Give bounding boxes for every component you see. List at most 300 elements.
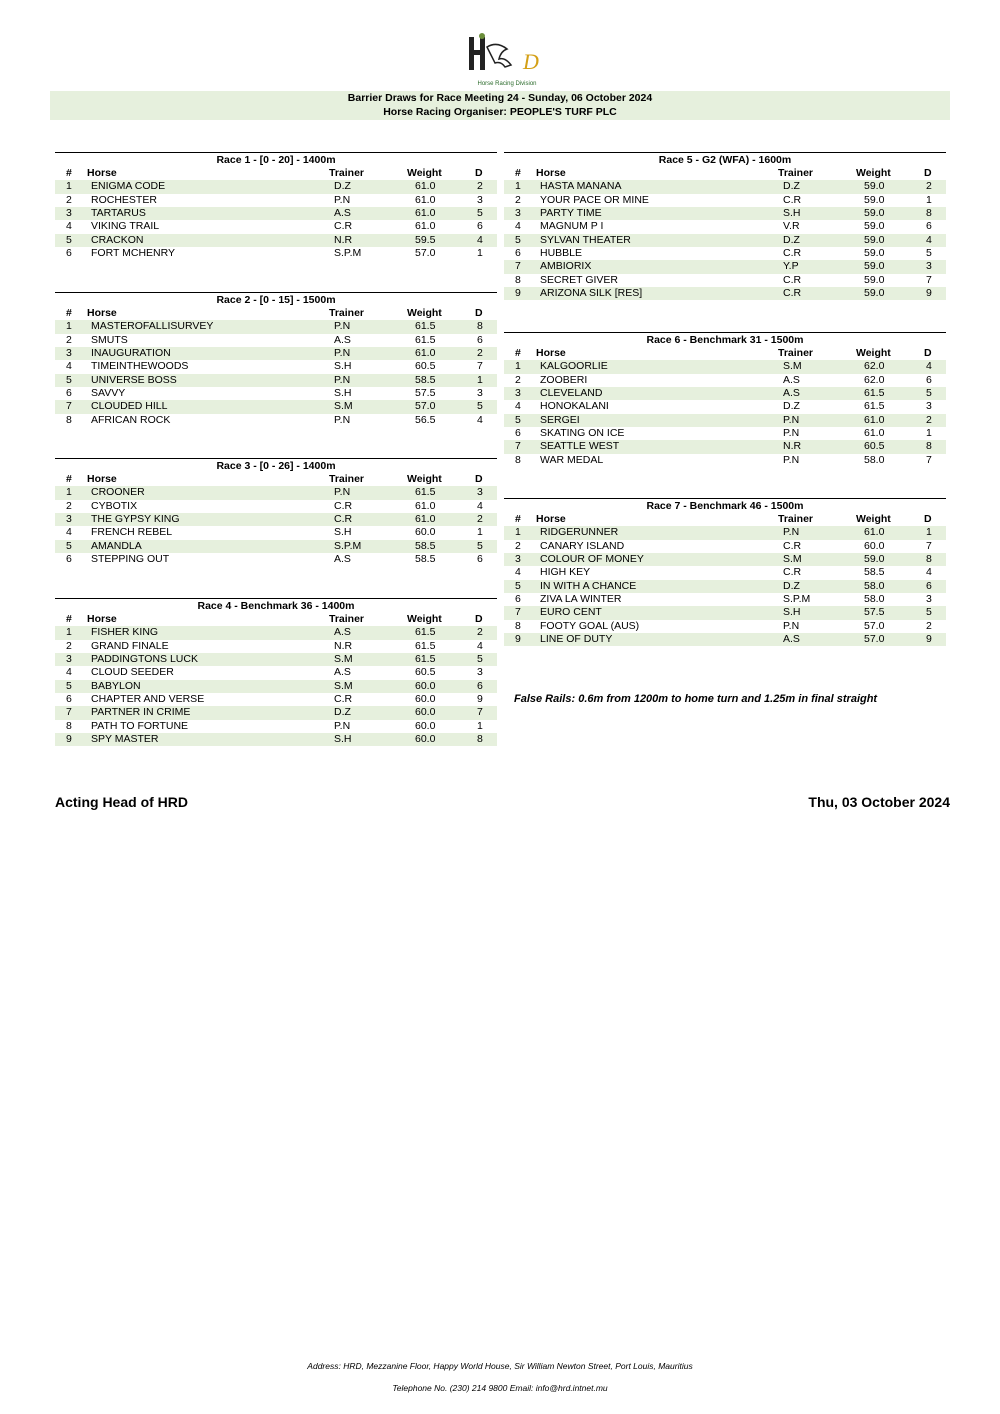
table-row: [55, 653, 497, 666]
entry-number: 2: [66, 193, 72, 206]
horse-name: FRENCH REBEL: [91, 526, 173, 539]
barrier-draw: 2: [477, 347, 483, 360]
weight: 61.0: [864, 413, 885, 426]
table-row: [504, 287, 946, 300]
table-row: [504, 360, 946, 373]
table-row: [504, 454, 946, 467]
table-row: [55, 180, 497, 193]
entry-number: 7: [66, 706, 72, 719]
trainer: C.R: [334, 513, 353, 526]
race-title: Race 7 - Benchmark 46 - 1500m: [504, 498, 946, 513]
race-table-6: [504, 329, 946, 467]
entry-number: 5: [515, 233, 521, 246]
logo-caption: Horse Racing Division: [477, 81, 537, 87]
entry-number: 6: [515, 427, 521, 440]
weight: 61.0: [415, 220, 436, 233]
table-row: [504, 427, 946, 440]
horse-name: MASTEROFALLISURVEY: [91, 320, 214, 333]
entry-number: 1: [66, 626, 72, 639]
trainer: C.R: [334, 693, 353, 706]
header-draw: D: [475, 613, 483, 625]
signature-date: Thu, 03 October 2024: [808, 794, 950, 810]
trainer: C.R: [783, 273, 802, 286]
entry-number: 6: [515, 247, 521, 260]
table-row: [504, 274, 946, 287]
entry-number: 6: [66, 387, 72, 400]
barrier-draw: 6: [926, 579, 932, 592]
barrier-draw: 5: [477, 207, 483, 220]
horse-name: EURO CENT: [540, 606, 602, 619]
trainer: C.R: [783, 193, 802, 206]
entry-number: 9: [515, 287, 521, 300]
trainer: S.M: [334, 653, 353, 666]
barrier-draw: 5: [926, 387, 932, 400]
svg-text:D: D: [523, 49, 539, 74]
header-number: #: [515, 167, 521, 179]
barrier-draw: 3: [477, 193, 483, 206]
header-number: #: [66, 613, 72, 625]
trainer: C.R: [334, 499, 353, 512]
column-header-row: [55, 307, 497, 320]
table-row: [504, 526, 946, 539]
entry-number: 3: [515, 553, 521, 566]
horse-name: SEATTLE WEST: [540, 440, 620, 453]
trainer: P.N: [783, 413, 800, 426]
weight: 62.0: [864, 360, 885, 373]
weight: 61.0: [415, 193, 436, 206]
column-header-row: [504, 167, 946, 180]
horse-name: FOOTY GOAL (AUS): [540, 619, 640, 632]
entry-number: 8: [515, 273, 521, 286]
header-horse: Horse: [536, 167, 566, 179]
horse-name: SERGEI: [540, 413, 580, 426]
weight: 57.0: [415, 247, 436, 260]
horse-name: KALGOORLIE: [540, 360, 608, 373]
header-trainer: Trainer: [329, 307, 365, 319]
table-row: [55, 320, 497, 333]
horse-name: GRAND FINALE: [91, 639, 169, 652]
barrier-draw: 8: [926, 440, 932, 453]
barrier-draw: 2: [926, 180, 932, 193]
header-weight: Weight: [856, 347, 891, 359]
weight: 59.0: [864, 207, 885, 220]
weight: 58.0: [864, 593, 885, 606]
header-weight: Weight: [407, 167, 442, 179]
table-row: [504, 580, 946, 593]
trainer: S.M: [334, 400, 353, 413]
entry-number: 4: [66, 666, 72, 679]
footer-address: Address: HRD, Mezzanine Floor, Happy World House, Sir William Newton Street, Port Louis, Mauritius: [307, 1361, 693, 1371]
weight: 60.0: [415, 706, 436, 719]
weight: 61.0: [415, 499, 436, 512]
entry-number: 8: [515, 619, 521, 632]
weight: 57.0: [415, 400, 436, 413]
trainer: P.N: [783, 453, 800, 466]
weight: 59.0: [864, 193, 885, 206]
trainer: S.M: [334, 679, 353, 692]
header-trainer: Trainer: [329, 473, 365, 485]
entry-number: 4: [66, 220, 72, 233]
horse-name: PADDINGTONS LUCK: [91, 653, 198, 666]
weight: 59.0: [864, 247, 885, 260]
table-row: [55, 640, 497, 653]
entry-number: 8: [515, 453, 521, 466]
race-table-2: [55, 289, 497, 427]
header-horse: Horse: [87, 473, 117, 485]
header-horse: Horse: [87, 613, 117, 625]
trainer: C.R: [783, 539, 802, 552]
table-row: [55, 540, 497, 553]
horse-name: SPY MASTER: [91, 733, 159, 746]
entry-number: 1: [66, 486, 72, 499]
barrier-draw: 3: [477, 486, 483, 499]
entry-number: 2: [515, 193, 521, 206]
horse-name: UNIVERSE BOSS: [91, 373, 177, 386]
horse-name: CANARY ISLAND: [540, 539, 625, 552]
barrier-draw: 5: [477, 400, 483, 413]
table-row: [55, 347, 497, 360]
trainer: A.S: [783, 633, 800, 646]
footer-contact: Telephone No. (230) 214 9800 Email: info@hrd.intnet.mu: [392, 1383, 608, 1393]
barrier-draw: 5: [926, 247, 932, 260]
trainer: P.N: [334, 347, 351, 360]
header-trainer: Trainer: [778, 513, 814, 525]
race-table-7: [504, 495, 946, 646]
weight: 61.0: [415, 180, 436, 193]
horse-name: CLOUDED HILL: [91, 400, 168, 413]
entry-number: 4: [515, 220, 521, 233]
barrier-draw: 4: [926, 233, 932, 246]
table-row: [504, 260, 946, 273]
header-draw: D: [475, 473, 483, 485]
trainer: N.R: [334, 233, 353, 246]
weight: 61.5: [864, 400, 885, 413]
barrier-draw: 9: [926, 287, 932, 300]
entry-number: 5: [515, 579, 521, 592]
entry-number: 9: [515, 633, 521, 646]
horse-name: SECRET GIVER: [540, 273, 618, 286]
barrier-draw: 6: [926, 220, 932, 233]
barrier-draw: 8: [926, 553, 932, 566]
table-row: [55, 247, 497, 260]
header-number: #: [515, 347, 521, 359]
table-row: [55, 374, 497, 387]
barrier-draw: 8: [926, 207, 932, 220]
trainer: A.S: [334, 207, 351, 220]
trainer: N.R: [783, 440, 802, 453]
header-trainer: Trainer: [778, 347, 814, 359]
trainer: A.S: [783, 387, 800, 400]
trainer: S.P.M: [334, 247, 362, 260]
horse-name: PARTNER IN CRIME: [91, 706, 191, 719]
horse-name: AFRICAN ROCK: [91, 413, 171, 426]
header-weight: Weight: [407, 473, 442, 485]
trainer: P.N: [334, 373, 351, 386]
table-row: [55, 360, 497, 373]
entry-number: 7: [515, 440, 521, 453]
trainer: S.H: [783, 207, 801, 220]
table-row: [504, 207, 946, 220]
barrier-draw: 2: [477, 513, 483, 526]
weight: 59.0: [864, 287, 885, 300]
horse-name: THE GYPSY KING: [91, 513, 180, 526]
table-row: [504, 374, 946, 387]
trainer: S.H: [334, 733, 352, 746]
horse-name: AMANDLA: [91, 539, 142, 552]
trainer: P.N: [783, 619, 800, 632]
barrier-draw: 1: [926, 193, 932, 206]
horse-name: IN WITH A CHANCE: [540, 579, 637, 592]
weight: 61.5: [415, 653, 436, 666]
entry-number: 8: [66, 413, 72, 426]
column-header-row: [55, 613, 497, 626]
table-row: [55, 693, 497, 706]
weight: 61.5: [415, 333, 436, 346]
table-row: [55, 553, 497, 566]
header-horse: Horse: [87, 307, 117, 319]
header-number: #: [66, 307, 72, 319]
barrier-draw: 5: [926, 606, 932, 619]
table-row: [55, 526, 497, 539]
trainer: C.R: [334, 220, 353, 233]
entry-number: 2: [515, 539, 521, 552]
horse-name: YOUR PACE OR MINE: [540, 193, 649, 206]
table-row: [504, 387, 946, 400]
weight: 61.0: [415, 347, 436, 360]
weight: 56.5: [415, 413, 436, 426]
table-row: [504, 540, 946, 553]
entry-number: 5: [66, 373, 72, 386]
table-row: [504, 220, 946, 233]
trainer: P.N: [334, 413, 351, 426]
barrier-draw: 1: [477, 526, 483, 539]
horse-name: RIDGERUNNER: [540, 526, 619, 539]
barrier-draw: 3: [477, 666, 483, 679]
barrier-draw: 4: [477, 499, 483, 512]
table-row: [55, 334, 497, 347]
race-table-4: [55, 595, 497, 746]
horse-name: ZIVA LA WINTER: [540, 593, 622, 606]
entry-number: 4: [66, 526, 72, 539]
barrier-draw: 5: [477, 539, 483, 552]
weight: 59.0: [864, 553, 885, 566]
horse-name: HUBBLE: [540, 247, 583, 260]
header-draw: D: [924, 347, 932, 359]
entry-number: 4: [66, 360, 72, 373]
entry-number: 5: [66, 539, 72, 552]
table-row: [55, 680, 497, 693]
false-rails-note: False Rails: 0.6m from 1200m to home turn and 1.25m in final straight: [514, 693, 878, 705]
entry-number: 1: [66, 180, 72, 193]
table-row: [504, 606, 946, 619]
header-draw: D: [924, 513, 932, 525]
barrier-draw: 2: [477, 626, 483, 639]
trainer: D.Z: [783, 233, 800, 246]
barrier-draw: 6: [926, 373, 932, 386]
trainer: D.Z: [783, 400, 800, 413]
barrier-draw: 1: [926, 526, 932, 539]
header-draw: D: [475, 307, 483, 319]
barrier-draw: 2: [926, 413, 932, 426]
barrier-draw: 4: [926, 360, 932, 373]
weight: 60.5: [415, 666, 436, 679]
trainer: S.P.M: [783, 593, 811, 606]
header-weight: Weight: [856, 167, 891, 179]
barrier-draw: 3: [477, 387, 483, 400]
barrier-draw: 1: [477, 373, 483, 386]
header-trainer: Trainer: [329, 167, 365, 179]
weight: 61.0: [864, 427, 885, 440]
trainer: S.H: [783, 606, 801, 619]
horse-name: CLOUD SEEDER: [91, 666, 174, 679]
horse-name: CROONER: [91, 486, 145, 499]
horse-name: ARIZONA SILK [RES]: [540, 287, 643, 300]
horse-name: HONOKALANI: [540, 400, 609, 413]
barrier-draw: 8: [477, 733, 483, 746]
horse-name: HASTA MANANA: [540, 180, 622, 193]
table-row: [504, 566, 946, 579]
weight: 61.5: [415, 639, 436, 652]
entry-number: 6: [66, 693, 72, 706]
weight: 61.5: [415, 486, 436, 499]
trainer: D.Z: [334, 706, 351, 719]
barrier-draw: 6: [477, 679, 483, 692]
barrier-draw: 9: [926, 633, 932, 646]
barrier-draw: 4: [926, 566, 932, 579]
barrier-draw: 7: [926, 539, 932, 552]
trainer: C.R: [783, 287, 802, 300]
table-row: [504, 247, 946, 260]
barrier-draw: 7: [477, 360, 483, 373]
entry-number: 2: [66, 499, 72, 512]
header-number: #: [66, 167, 72, 179]
entry-number: 4: [515, 566, 521, 579]
table-row: [55, 513, 497, 526]
table-row: [55, 220, 497, 233]
trainer: P.N: [334, 486, 351, 499]
column-header-row: [55, 473, 497, 486]
weight: 60.5: [864, 440, 885, 453]
weight: 60.0: [415, 693, 436, 706]
table-row: [55, 194, 497, 207]
table-row: [504, 633, 946, 646]
table-row: [55, 706, 497, 719]
entry-number: 5: [515, 413, 521, 426]
horse-name: SMUTS: [91, 333, 128, 346]
header-draw: D: [475, 167, 483, 179]
header-weight: Weight: [407, 307, 442, 319]
trainer: S.M: [783, 553, 802, 566]
trainer: N.R: [334, 639, 353, 652]
horse-name: AMBIORIX: [540, 260, 592, 273]
weight: 57.5: [864, 606, 885, 619]
horse-name: ROCHESTER: [91, 193, 157, 206]
table-row: [55, 720, 497, 733]
horse-name: CHAPTER AND VERSE: [91, 693, 205, 706]
weight: 59.0: [864, 273, 885, 286]
entry-number: 9: [66, 733, 72, 746]
table-row: [504, 593, 946, 606]
horse-name: ENIGMA CODE: [91, 180, 166, 193]
header-horse: Horse: [87, 167, 117, 179]
weight: 57.5: [415, 387, 436, 400]
weight: 61.0: [415, 513, 436, 526]
entry-number: 1: [515, 180, 521, 193]
horse-name: CLEVELAND: [540, 387, 603, 400]
barrier-draw: 4: [477, 639, 483, 652]
entry-number: 6: [515, 593, 521, 606]
barrier-draw: 4: [477, 233, 483, 246]
table-row: [55, 733, 497, 746]
column-header-row: [55, 167, 497, 180]
table-row: [55, 387, 497, 400]
horse-name: SYLVAN THEATER: [540, 233, 631, 246]
trainer: D.Z: [783, 579, 800, 592]
entry-number: 3: [66, 653, 72, 666]
barrier-draw: 1: [477, 247, 483, 260]
entry-number: 1: [66, 320, 72, 333]
race-title: Race 2 - [0 - 15] - 1500m: [55, 292, 497, 307]
trainer: A.S: [334, 666, 351, 679]
header-weight: Weight: [407, 613, 442, 625]
table-row: [55, 234, 497, 247]
signature-role: Acting Head of HRD: [55, 794, 188, 810]
document-header: [50, 91, 950, 120]
horse-name: TIMEINTHEWOODS: [91, 360, 189, 373]
column-header-row: [504, 513, 946, 526]
barrier-draw: 7: [926, 453, 932, 466]
table-row: [504, 414, 946, 427]
weight: 60.5: [415, 360, 436, 373]
trainer: P.N: [334, 193, 351, 206]
trainer: A.S: [334, 626, 351, 639]
header-draw: D: [924, 167, 932, 179]
barrier-draw: 8: [477, 320, 483, 333]
document-title: Barrier Draws for Race Meeting 24 - Sunday, 06 October 2024: [347, 92, 653, 104]
table-row: [504, 553, 946, 566]
horse-name: LINE OF DUTY: [540, 633, 613, 646]
table-row: [55, 400, 497, 413]
weight: 60.0: [864, 539, 885, 552]
race-table-5: [504, 149, 946, 300]
entry-number: 1: [515, 360, 521, 373]
horse-name: MAGNUM P I: [540, 220, 604, 233]
horse-name: BABYLON: [91, 679, 141, 692]
weight: 60.0: [415, 719, 436, 732]
weight: 60.0: [415, 733, 436, 746]
trainer: S.M: [783, 360, 802, 373]
weight: 57.0: [864, 633, 885, 646]
table-row: [55, 486, 497, 499]
trainer: S.H: [334, 526, 352, 539]
horse-name: COLOUR OF MONEY: [540, 553, 644, 566]
header-number: #: [515, 513, 521, 525]
barrier-draw: 9: [477, 693, 483, 706]
table-row: [504, 620, 946, 633]
horse-name: FORT MCHENRY: [91, 247, 176, 260]
trainer: C.R: [783, 566, 802, 579]
horse-name: VIKING TRAIL: [91, 220, 160, 233]
entry-number: 5: [66, 679, 72, 692]
horse-name: FISHER KING: [91, 626, 159, 639]
barrier-draw: 6: [477, 220, 483, 233]
horse-name: PATH TO FORTUNE: [91, 719, 189, 732]
entry-number: 8: [66, 719, 72, 732]
entry-number: 6: [66, 553, 72, 566]
race-title: Race 6 - Benchmark 31 - 1500m: [504, 332, 946, 347]
table-row: [504, 194, 946, 207]
barrier-draw: 6: [477, 553, 483, 566]
